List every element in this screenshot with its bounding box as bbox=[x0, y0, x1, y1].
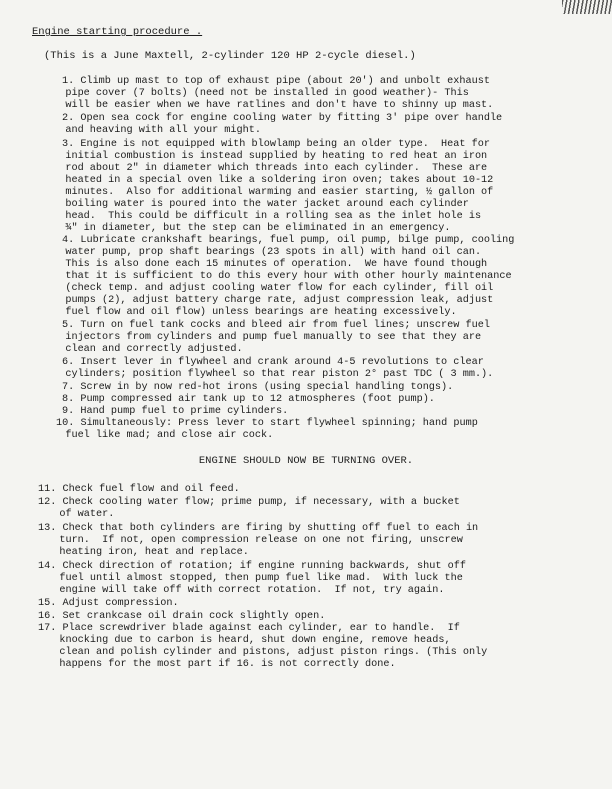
step-3-line-5: minutes. Also for additional warming and easier starting, ½ gallon of bbox=[47, 187, 494, 198]
step-3-line-6: boiling water is poured into the water jacket around each cylinder bbox=[47, 199, 469, 210]
document-subtitle: (This is a June Maxtell, 2-cylinder 120 HP 2-cycle diesel.) bbox=[44, 50, 416, 62]
step-3-line-8: ¾" in diameter, but the step can be eliminated in an emergency. bbox=[47, 223, 451, 234]
step-13-line-2: turn. If not, open compression release on one not firing, unscrew bbox=[41, 535, 463, 546]
step-14-line-2: fuel until almost stopped, then pump fuel like mad. With luck the bbox=[41, 573, 463, 584]
step-4-line-1: 4. Lubricate crankshaft bearings, fuel pump, oil pump, bilge pump, cooling bbox=[62, 235, 515, 246]
step-8-line: 8. Pump compressed air tank up to 12 atmospheres (foot pump). bbox=[62, 394, 435, 405]
turning-over-banner: ENGINE SHOULD NOW BE TURNING OVER. bbox=[198, 455, 414, 467]
step-17-line-4: happens for the most part if 16. is not correctly done. bbox=[41, 659, 396, 670]
step-4-line-4: that it is sufficient to do this every hour with other hourly maintenance bbox=[47, 271, 512, 282]
step-13-line-1: 13. Check that both cylinders are firing by shutting off fuel to each in bbox=[38, 523, 479, 534]
step-4-line-2: water pump, prop shaft bearings (23 spots in all) with hand oil can. bbox=[47, 247, 482, 258]
step-1-line-3: will be easier when we have ratlines and don't have to shinny up mast. bbox=[47, 100, 494, 111]
step-3-line-2: initial combustion is instead supplied by heating to red heat an iron bbox=[47, 151, 488, 162]
step-17-line-2: knocking due to carbon is heard, shut down engine, remove heads, bbox=[41, 635, 451, 646]
step-11-line: 11. Check fuel flow and oil feed. bbox=[38, 484, 240, 495]
step-2-line-2: and heaving with all your might. bbox=[47, 125, 261, 136]
document-title: Engine starting procedure . bbox=[32, 26, 203, 38]
step-4-line-5: (check temp. and adjust cooling water flow for each cylinder, fill oil bbox=[47, 283, 494, 294]
step-13-line-3: heating iron, heat and replace. bbox=[41, 547, 249, 558]
step-5-line-2: injectors from cylinders and pump fuel manually to see that they are bbox=[47, 332, 482, 343]
step-7-line: 7. Screw in by now red-hot irons (using special handling tongs). bbox=[62, 382, 454, 393]
step-1-line-2: pipe cover (7 bolts) (need not be installed in good weather)- This bbox=[47, 88, 469, 99]
step-4-line-6: pumps (2), adjust battery charge rate, adjust compression leak, adjust bbox=[47, 295, 494, 306]
step-4-line-3: This is also done each 15 minutes of operation. We have found though bbox=[47, 259, 488, 270]
step-3-line-7: head. This could be difficult in a rolling sea as the inlet hole is bbox=[47, 211, 482, 222]
step-14-line-1: 14. Check direction of rotation; if engine running backwards, shut off bbox=[38, 561, 466, 572]
step-3-line-1: 3. Engine is not equipped with blowlamp being an older type. Heat for bbox=[62, 139, 490, 150]
step-2-line-1: 2. Open sea cock for engine cooling water by fitting 3' pipe over handle bbox=[62, 113, 503, 124]
step-15-line: 15. Adjust compression. bbox=[38, 598, 179, 609]
step-17-line-1: 17. Place screwdriver blade against each cylinder, ear to handle. If bbox=[38, 623, 460, 634]
step-12-line-2: of water. bbox=[41, 509, 115, 520]
step-9-line: 9. Hand pump fuel to prime cylinders. bbox=[62, 406, 289, 417]
step-3-line-4: heated in a special oven like a soldering iron oven; takes about 10-12 bbox=[47, 175, 494, 186]
step-12-line-1: 12. Check cooling water flow; prime pump, if necessary, with a bucket bbox=[38, 497, 460, 508]
step-10-line-2: fuel like mad; and close air cock. bbox=[47, 430, 274, 441]
step-14-line-3: engine will take off with correct rotation. If not, try again. bbox=[41, 585, 445, 596]
step-5-line-3: clean and correctly adjusted. bbox=[47, 344, 243, 355]
step-17-line-3: clean and polish cylinder and pistons, adjust piston rings. (This only bbox=[41, 647, 488, 658]
step-6-line-2: cylinders; position flywheel so that rear piston 2° past TDC ( 3 mm.). bbox=[47, 369, 494, 380]
step-10-line-1: 10. Simultaneously: Press lever to start flywheel spinning; hand pump bbox=[56, 418, 478, 429]
step-4-line-7: fuel flow and oil flow) unless bearings are heating excessively. bbox=[47, 307, 457, 318]
step-1-line-1: 1. Climb up mast to top of exhaust pipe (about 20') and unbolt exhaust bbox=[62, 76, 490, 87]
step-16-line: 16. Set crankcase oil drain cock slightly open. bbox=[38, 611, 326, 622]
step-5-line-1: 5. Turn on fuel tank cocks and bleed air from fuel lines; unscrew fuel bbox=[62, 320, 490, 331]
step-3-line-3: rod about 2" in diameter which threads into each cylinder. These are bbox=[47, 163, 488, 174]
step-6-line-1: 6. Insert lever in flywheel and crank around 4-5 revolutions to clear bbox=[62, 357, 484, 368]
scan-edge-mark bbox=[562, 0, 612, 14]
